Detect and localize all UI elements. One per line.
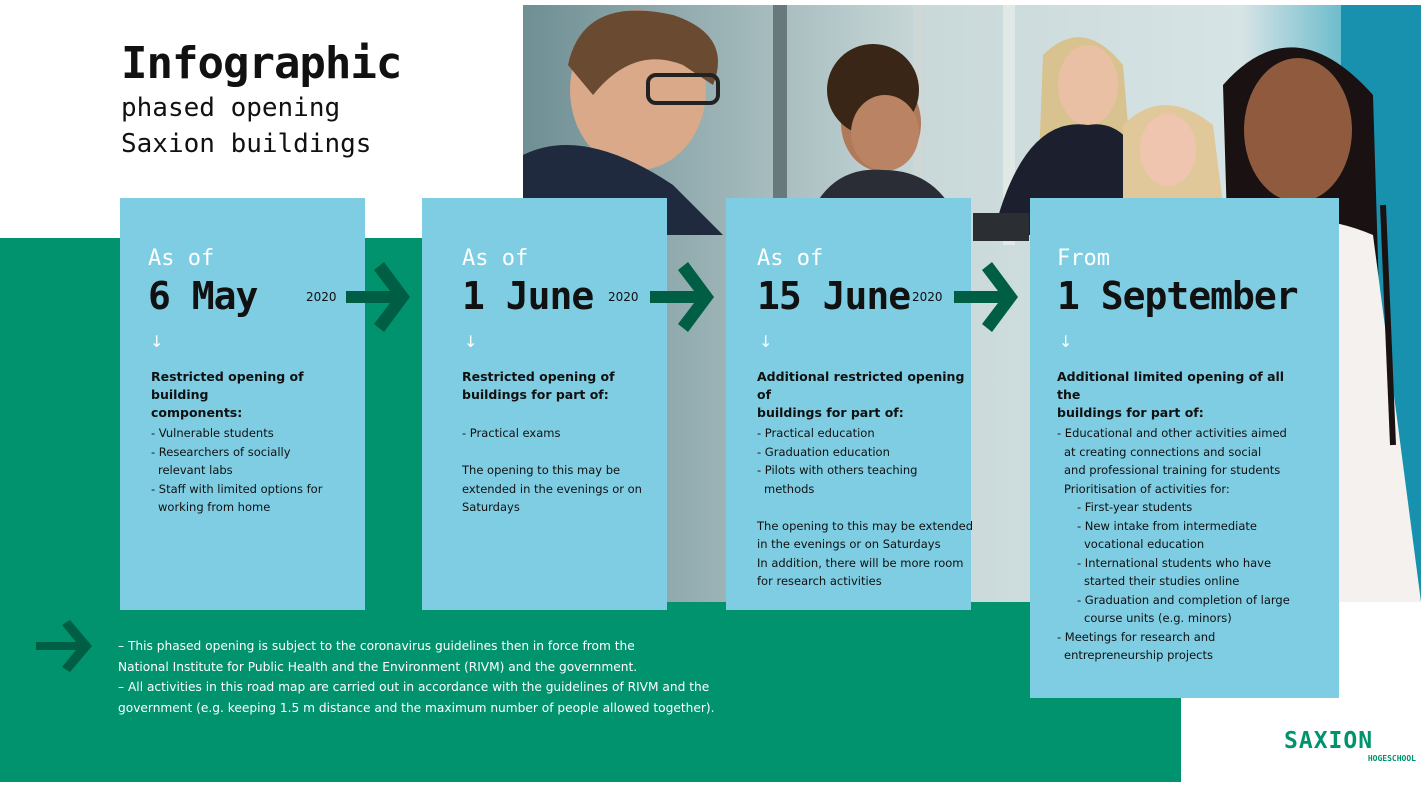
guidelines-notes	[118, 636, 714, 718]
arrow-right-icon	[36, 620, 94, 672]
body-line: - Meetings for research and	[1057, 629, 1216, 644]
down-arrow-icon: ↓	[464, 332, 478, 351]
phase-year: 2020	[306, 290, 337, 304]
heading-line: buildings for part of:	[757, 405, 904, 420]
body-line: for research activities	[757, 574, 882, 588]
title-sub-line1: phased opening	[121, 93, 341, 123]
phase-card-15-june	[726, 198, 971, 610]
down-arrow-icon: ↓	[150, 332, 164, 351]
body-line: started their studies online	[1084, 574, 1240, 588]
phase-card-1-september	[1030, 198, 1339, 698]
phase-year: 2020	[608, 290, 639, 304]
logo-name: SAXION	[1284, 728, 1374, 754]
heading-line: buildings for part of:	[462, 387, 609, 402]
phase-as-of: As of	[757, 246, 824, 271]
body-line: - New intake from intermediate	[1077, 518, 1257, 533]
body-line: The opening to this may be extended	[757, 518, 973, 533]
title-sub-line2: Saxion buildings	[121, 129, 372, 159]
body-line: extended in the evenings or on	[462, 481, 642, 496]
heading-line: Additional limited opening of all the	[1057, 369, 1285, 402]
saxion-logo	[1284, 728, 1416, 764]
body-line	[462, 443, 642, 462]
body-line: - Staff with limited options for	[151, 481, 323, 496]
phase-body	[1057, 424, 1290, 665]
phase-date: 6 May	[148, 274, 258, 318]
body-line: - Vulnerable students	[151, 426, 274, 440]
note-line: – This phased opening is subject to the coronavirus guidelines then in force from the	[118, 639, 635, 653]
body-line: working from home	[158, 500, 271, 514]
body-line: - Educational and other activities aimed	[1057, 426, 1287, 440]
body-line: - Graduation and completion of large	[1077, 592, 1290, 607]
infographic-title	[121, 38, 401, 162]
heading-line: buildings for part of:	[1057, 405, 1204, 420]
phase-heading	[462, 368, 662, 404]
body-line: Prioritisation of activities for:	[1064, 481, 1230, 496]
note-line: National Institute for Public Health and the Environment (RIVM) and the government.	[118, 659, 638, 674]
phase-year: 2020	[912, 290, 943, 304]
body-line	[757, 498, 973, 517]
title-main: Infographic	[121, 38, 402, 89]
body-line: and professional training for students	[1064, 463, 1281, 477]
phase-body	[462, 424, 642, 517]
phase-as-of: As of	[148, 246, 215, 271]
phase-as-of: As of	[462, 246, 529, 271]
body-line: entrepreneurship projects	[1064, 648, 1213, 662]
body-line: - Researchers of socially	[151, 444, 291, 459]
heading-line: Additional restricted opening of	[757, 369, 965, 402]
arrow-right-icon	[650, 262, 716, 332]
arrow-right-icon	[346, 262, 412, 332]
arrow-right-icon	[954, 262, 1020, 332]
note-line: government (e.g. keeping 1.5 m distance and the maximum number of people allowed together).	[118, 700, 715, 715]
body-line: at creating connections and social	[1064, 444, 1262, 459]
body-line: - Graduation education	[757, 444, 890, 459]
body-line: in the evenings or on Saturdays	[757, 537, 941, 551]
body-line: - International students who have	[1077, 555, 1272, 570]
phase-body	[757, 424, 973, 591]
note-line: – All activities in this road map are carried out in accordance with the guidelines of RIVM and the	[118, 680, 710, 694]
body-line: - Practical education	[757, 426, 875, 440]
heading-line: Restricted opening of building	[151, 369, 304, 402]
phase-heading	[1057, 368, 1297, 422]
body-line: course units (e.g. minors)	[1084, 611, 1232, 625]
phase-date: 1 June	[462, 274, 594, 318]
body-line: - Pilots with others teaching	[757, 463, 918, 477]
phase-date: 15 June	[757, 274, 911, 318]
phase-body	[151, 424, 322, 517]
phase-heading	[757, 368, 967, 422]
phase-date: 1 September	[1057, 274, 1298, 318]
phase-heading	[151, 368, 351, 422]
logo-sub: HOGESCHOOL	[1367, 754, 1416, 763]
body-line: vocational education	[1084, 537, 1205, 551]
body-line: relevant labs	[158, 463, 233, 477]
body-line: - First-year students	[1077, 500, 1193, 514]
heading-line: Restricted opening of	[462, 369, 615, 384]
body-line: The opening to this may be	[462, 463, 621, 477]
down-arrow-icon: ↓	[1059, 332, 1073, 351]
phase-card-1-june	[422, 198, 667, 610]
body-line: - Practical exams	[462, 426, 561, 440]
body-line: In addition, there will be more room	[757, 555, 964, 570]
down-arrow-icon: ↓	[759, 332, 773, 351]
body-line: Saturdays	[462, 500, 520, 514]
phase-as-of: From	[1057, 246, 1110, 271]
phase-card-6-may	[120, 198, 365, 610]
heading-line: components:	[151, 405, 243, 420]
body-line: methods	[764, 481, 815, 496]
